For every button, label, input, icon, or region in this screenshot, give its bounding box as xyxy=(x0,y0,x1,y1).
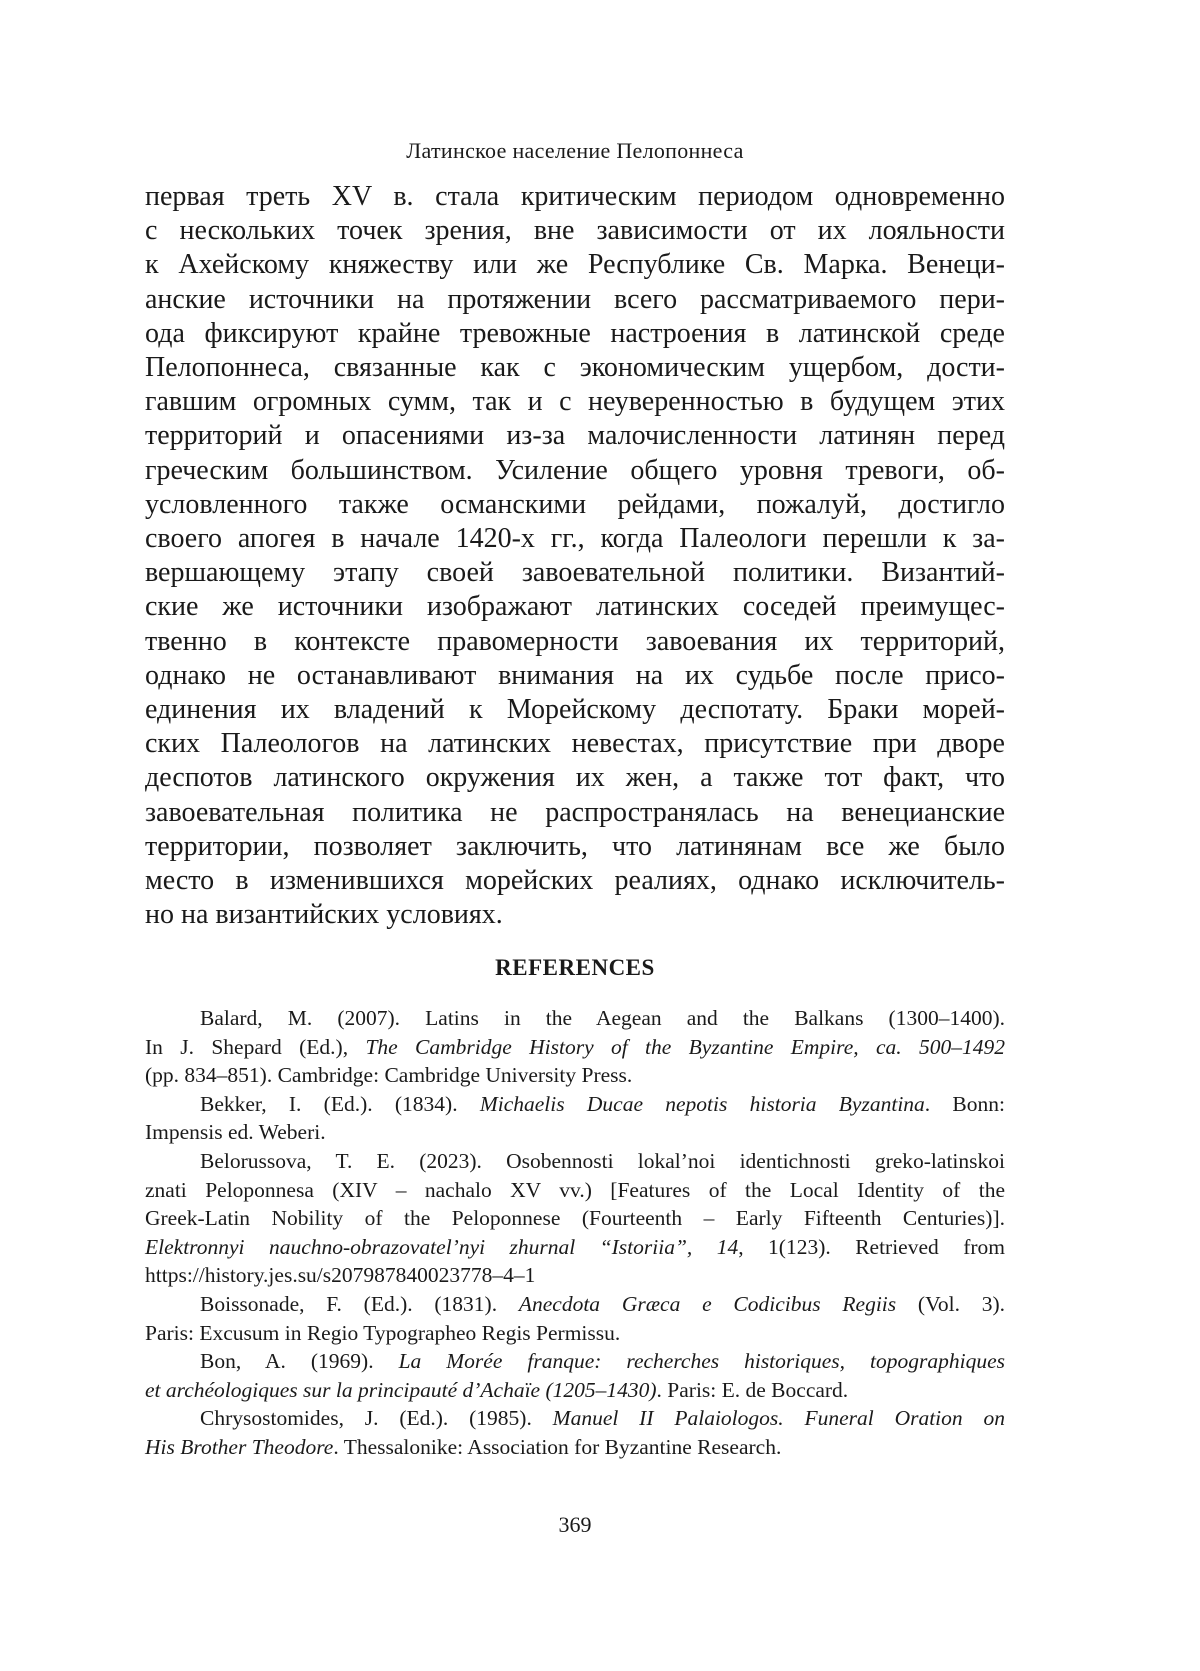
body-line: ода фиксируют крайне тревожные настроения в латинской среде xyxy=(145,317,1005,349)
body-line: завоевательная политика не распространялась на венецианские xyxy=(145,796,1005,828)
body-line: с нескольких точек зрения, вне зависимости от их лояльности xyxy=(145,215,1005,247)
body-line: территорий и опасениями из-за малочисленности латинян перед xyxy=(145,420,1005,452)
body-line: однако не останавливают внимания на их судьбе после присо- xyxy=(145,659,1005,691)
page-number: 369 xyxy=(558,1512,592,1537)
reference-title-text: Elektronnyi nauchno-obrazovatel’nyi zhurnal “Istoriia”, 14 xyxy=(145,1234,739,1259)
reference-text: znati Peloponnesa (XIV – nachalo XV vv.) [Features of the Local Identity of the xyxy=(145,1177,1005,1202)
reference-title-text: Michaelis Ducae nepotis historia Byzantina xyxy=(479,1091,925,1116)
reference-line xyxy=(145,1433,1005,1462)
reference-text: Paris: Excusum in Regio Typographeo Regis Permissu. xyxy=(145,1320,621,1345)
reference-line xyxy=(145,1319,1005,1348)
reference-title-text: Manuel II Palaiologos. Funeral Oration on xyxy=(552,1406,1005,1431)
reference-title-text: His Brother Theodore xyxy=(145,1434,334,1459)
reference-text: . Bonn: xyxy=(924,1091,1005,1116)
reference-title-text: et archéologiques sur la principauté d’Achaïe (1205–1430) xyxy=(145,1377,657,1402)
reference-text: Bekker, I. (Ed.). (1834). xyxy=(200,1091,480,1116)
reference-entry xyxy=(145,1404,1005,1461)
reference-line xyxy=(145,1176,1005,1205)
body-line: ских Палеологов на латинских невестах, присутствие при дворе xyxy=(145,728,1005,760)
body-line: место в изменившихся морейских реалиях, однако исключитель- xyxy=(145,865,1005,897)
reference-text: https://history.jes.su/s207987840023778–4–1 xyxy=(145,1263,536,1288)
reference-text: In J. Shepard (Ed.), xyxy=(145,1034,366,1059)
body-line: греческим большинством. Усиление общего уровня тревоги, об- xyxy=(145,454,1005,486)
body-line: но на византийских условиях. xyxy=(145,899,503,931)
reference-entry xyxy=(145,1147,1005,1290)
reference-line xyxy=(145,1376,1005,1405)
reference-line xyxy=(145,1404,1005,1433)
reference-text: Greek-Latin Nobility of the Peloponnese (Fourteenth – Early Fifteenth Centuries)]. xyxy=(145,1206,1005,1231)
reference-text: Chrysostomides, J. (Ed.). (1985). xyxy=(200,1406,553,1431)
body-line: деспотов латинского окружения их жен, а также тот факт, что xyxy=(145,762,1005,794)
references-heading: REFERENCES xyxy=(495,955,655,980)
reference-line xyxy=(145,1004,1005,1033)
reference-entry xyxy=(145,1347,1005,1404)
reference-text: . Paris: E. de Boccard. xyxy=(656,1377,849,1402)
body-line: территории, позволяет заключить, что латинянам все же было xyxy=(145,830,1005,862)
reference-text: Balard, M. (2007). Latins in the Aegean and the Balkans (1300–1400). xyxy=(200,1006,1005,1030)
page xyxy=(145,0,1005,1671)
body-line: гавшим огромных сумм, так и с неуверенностью в будущем этих xyxy=(145,386,1005,418)
body-line: единения их владений к Морейскому деспотату. Браки морей- xyxy=(145,694,1005,726)
reference-text: Belorussova, T. E. (2023). Osobennosti lokal’noi identichnosti greko-latinskoi xyxy=(200,1148,1005,1173)
reference-line xyxy=(145,1033,1005,1062)
body-line: Пелопоннеса, связанные как с экономическим ущербом, дости- xyxy=(145,352,1005,384)
reference-line xyxy=(145,1147,1005,1176)
body-line: вершающему этапу своей завоевательной политики. Византий- xyxy=(145,557,1005,589)
reference-text: , 1(123). Retrieved from xyxy=(738,1234,1005,1259)
reference-entry xyxy=(145,1290,1005,1347)
body-paragraph xyxy=(145,180,1005,932)
reference-title-text: The Cambridge History of the Byzantine Empire, ca. 500–1492 xyxy=(365,1034,1005,1059)
body-line: первая треть XV в. стала критическим периодом одновременно xyxy=(145,181,1005,212)
reference-text: Boissonade, F. (Ed.). (1831). xyxy=(200,1291,519,1316)
reference-line xyxy=(145,1261,1005,1290)
reference-entry xyxy=(145,1090,1005,1147)
running-head: Латинское население Пелопоннеса xyxy=(406,138,744,163)
reference-line xyxy=(145,1290,1005,1319)
body-line: условленного также османскими рейдами, пожалуй, достигло xyxy=(145,488,1005,520)
body-line: анские источники на протяжении всего рассматриваемого пери- xyxy=(145,283,1005,315)
body-line: к Ахейскому княжеству или же Республике Св. Марка. Венеци- xyxy=(145,249,1005,281)
reference-line xyxy=(145,1118,1005,1147)
reference-title-text: Anecdota Græca e Codicibus Regiis xyxy=(518,1291,897,1316)
reference-line xyxy=(145,1061,1005,1090)
reference-text: (pp. 834–851). Cambridge: Cambridge University Press. xyxy=(145,1063,633,1088)
body-line: твенно в контексте правомерности завоевания их территорий, xyxy=(145,625,1005,657)
reference-line xyxy=(145,1090,1005,1119)
reference-line xyxy=(145,1347,1005,1376)
body-line: ские же источники изображают латинских соседей преимущес- xyxy=(145,591,1005,623)
references-list xyxy=(145,1004,1005,1462)
reference-entry xyxy=(145,1004,1005,1090)
reference-title-text: La Morée franque: recherches historiques, topographiques xyxy=(398,1349,1005,1374)
reference-text: Bon, A. (1969). xyxy=(200,1349,399,1374)
reference-text: . Thessalonike: Association for Byzantine Research. xyxy=(333,1434,782,1459)
reference-text: (Vol. 3). xyxy=(896,1291,1005,1316)
body-line: своего апогея в начале 1420-х гг., когда Палеологи перешли к за- xyxy=(145,523,1005,555)
reference-line xyxy=(145,1233,1005,1262)
reference-line xyxy=(145,1204,1005,1233)
reference-text: Impensis ed. Weberi. xyxy=(145,1120,326,1145)
